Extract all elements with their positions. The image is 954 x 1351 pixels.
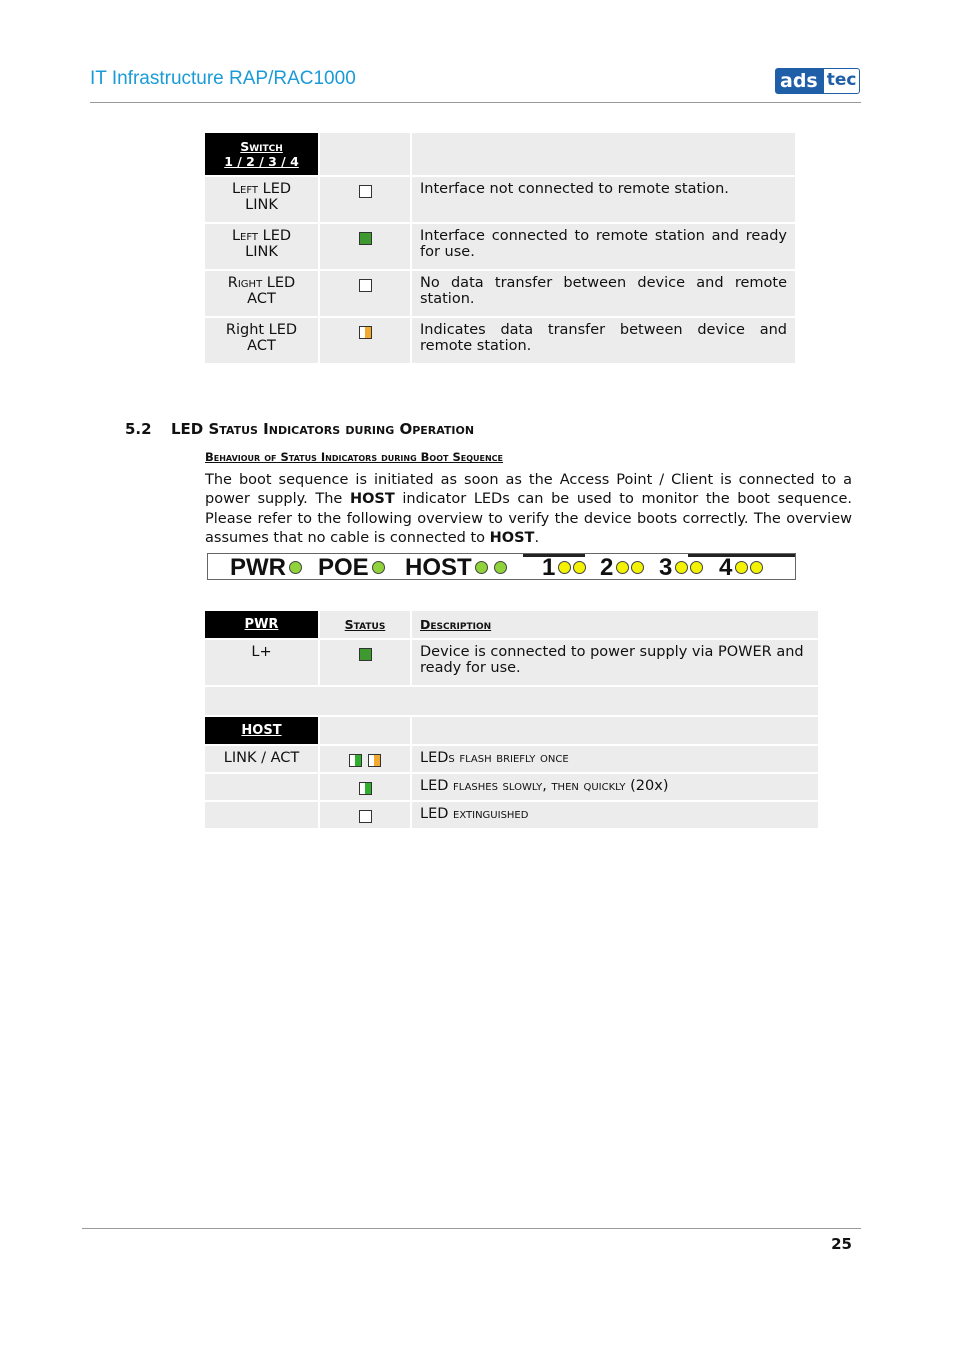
pwr-header-cell: PWR (205, 611, 318, 638)
table-row (205, 271, 795, 316)
empty-header-cell (412, 133, 795, 175)
table-row (205, 318, 795, 363)
port-4-indicator: 4 (719, 554, 763, 580)
led-green-icon (494, 561, 507, 574)
row-description: LEDs flash briefly once (412, 746, 818, 772)
logo-right-part: tec (823, 68, 861, 94)
host-header-cell: HOST (205, 717, 318, 744)
document-header-title: IT Infrastructure RAP/RAC1000 (90, 68, 356, 89)
body-paragraph: The boot sequence is initiated as soon as the Access Point / Client is connected to a power supply. The HOST indicator LEDs can be used to monitor the boot sequence. Please refer to the following overview to verify the device boots correctly. The overview assumes that no cable is connected to HOST. (205, 472, 852, 546)
logo-left-part: ads (775, 68, 823, 94)
host-indicator: HOST (405, 554, 507, 580)
led-flashing-orange-icon (368, 754, 381, 767)
status-cell (320, 774, 410, 800)
table-row (205, 802, 818, 828)
table-header-row (205, 133, 795, 175)
status-cell (320, 640, 410, 685)
row-description: Indicates data transfer between device and remote station. (412, 318, 795, 363)
port-1-indicator: 1 (542, 554, 586, 580)
switch-led-table (203, 131, 797, 365)
empty-header-cell (320, 717, 410, 744)
table-header-row (205, 611, 818, 638)
empty-header-cell (412, 717, 818, 744)
spacer-cell (205, 687, 818, 715)
status-cell (320, 177, 410, 222)
pwr-indicator: PWR (230, 554, 302, 580)
description-header-cell: Description (412, 611, 818, 638)
status-cell (320, 271, 410, 316)
led-yellow-icon (735, 561, 748, 574)
led-yellow-icon (690, 561, 703, 574)
led-off-icon (359, 185, 372, 198)
led-yellow-icon (675, 561, 688, 574)
table-row (205, 746, 818, 772)
led-flashing-orange-icon (359, 326, 372, 339)
adstec-logo (775, 68, 858, 94)
subsection-heading: Behaviour of Status Indicators during Boot Sequence (205, 450, 504, 464)
table-row (205, 224, 795, 269)
table-header-row (205, 717, 818, 744)
led-yellow-icon (616, 561, 629, 574)
status-cell (320, 318, 410, 363)
row-label (205, 802, 318, 828)
table-row (205, 774, 818, 800)
boot-sequence-table (203, 609, 820, 830)
row-label: Left LED LINK (205, 224, 318, 269)
row-label (205, 774, 318, 800)
status-cell (320, 224, 410, 269)
row-description: No data transfer between device and remote station. (412, 271, 795, 316)
header-divider (90, 102, 861, 103)
status-cell (320, 802, 410, 828)
led-off-icon (359, 810, 372, 823)
port-2-indicator: 2 (600, 554, 644, 580)
led-yellow-icon (750, 561, 763, 574)
row-description: LED flashes slowly, then quickly (20x) (412, 774, 818, 800)
row-description: LED extinguished (412, 802, 818, 828)
led-green-icon (475, 561, 488, 574)
led-yellow-icon (631, 561, 644, 574)
row-label: Right LED ACT (205, 318, 318, 363)
row-description: Interface not connected to remote station. (412, 177, 795, 222)
row-description: Device is connected to power supply via POWER and ready for use. (412, 640, 818, 685)
led-off-icon (359, 279, 372, 292)
row-label: L+ (205, 640, 318, 685)
row-description: Interface connected to remote station and ready for use. (412, 224, 795, 269)
row-label: Right LED ACT (205, 271, 318, 316)
section-number: 5.2 (125, 420, 152, 438)
led-flashing-green-icon (349, 754, 362, 767)
spacer-row (205, 687, 818, 715)
empty-header-cell (320, 133, 410, 175)
page-number: 25 (831, 1235, 852, 1253)
section-heading (125, 420, 474, 438)
led-flashing-green-icon (359, 782, 372, 795)
section-title: LED Status Indicators during Operation (171, 420, 475, 438)
port-3-indicator: 3 (659, 554, 703, 580)
table-row (205, 177, 795, 222)
table-row (205, 640, 818, 685)
switch-header-cell: Switch 1 / 2 / 3 / 4 (205, 133, 318, 175)
row-label: Left LED LINK (205, 177, 318, 222)
row-label: LINK / ACT (205, 746, 318, 772)
led-green-icon (359, 232, 372, 245)
led-yellow-icon (573, 561, 586, 574)
led-green-icon (372, 561, 385, 574)
front-panel-led-strip (207, 553, 796, 580)
footer-divider (82, 1228, 861, 1229)
led-green-icon (289, 561, 302, 574)
poe-indicator: POE (318, 554, 385, 580)
status-header-cell: Status (320, 611, 410, 638)
led-yellow-icon (558, 561, 571, 574)
status-cell (320, 746, 410, 772)
led-green-icon (359, 648, 372, 661)
